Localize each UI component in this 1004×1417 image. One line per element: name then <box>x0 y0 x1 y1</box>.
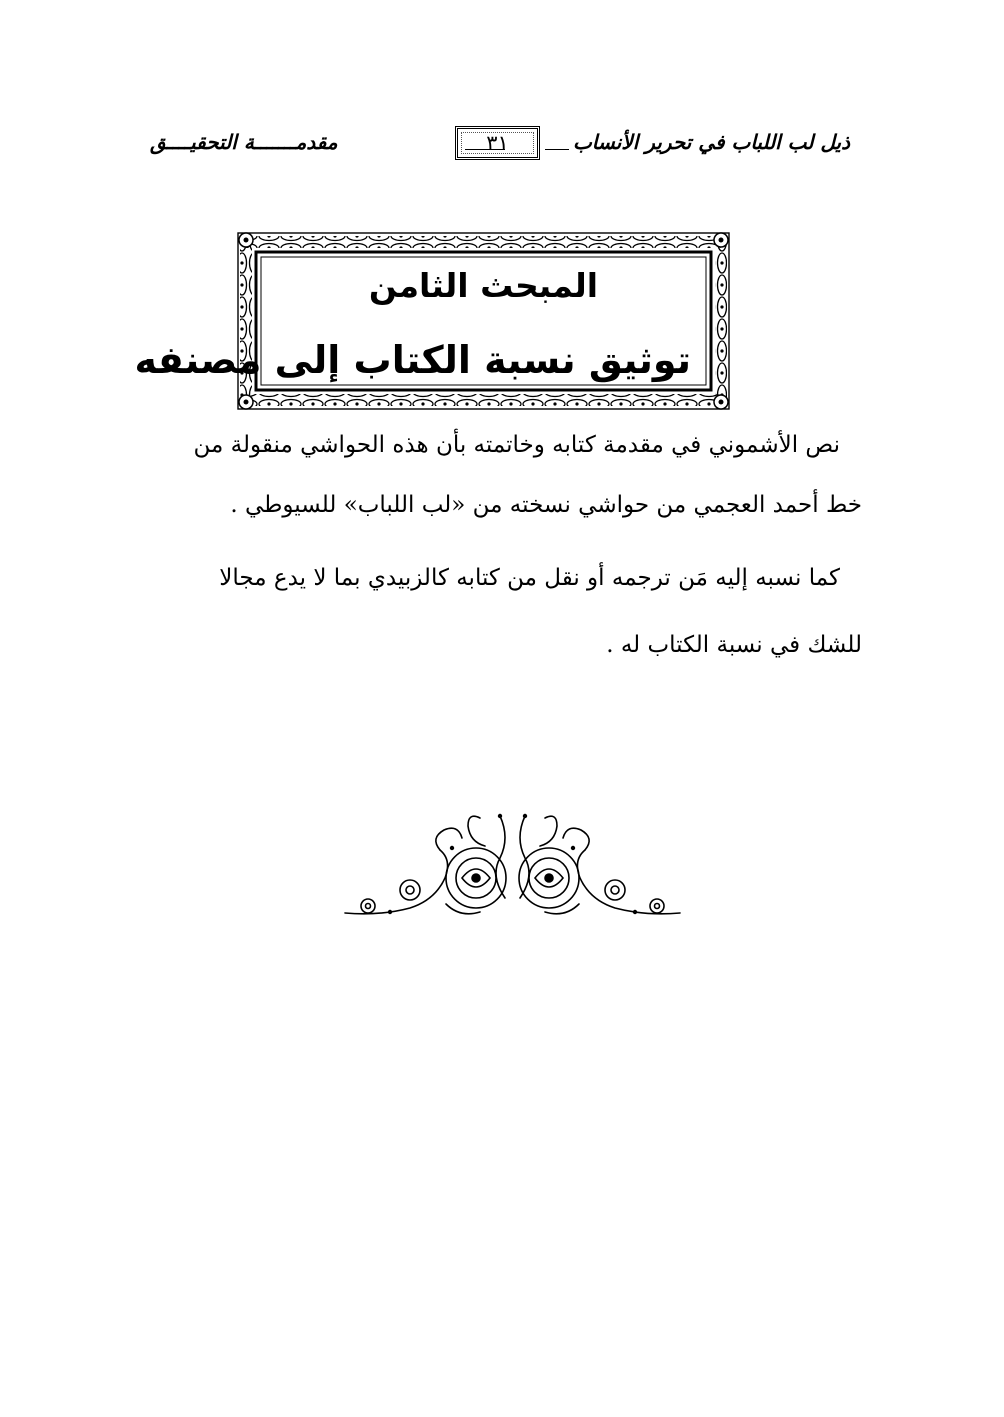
paragraph-2-line-2: للشك في نسبة الكتاب له . <box>606 632 862 658</box>
header-rule <box>465 149 505 150</box>
chapter-subtitle: توثيق نسبة الكتاب إلى مصنفه <box>134 338 691 382</box>
chapter-title: المبحث الثامن <box>368 266 599 305</box>
running-header-section-title: مقدمـــــــة التحقيــــق <box>150 130 338 154</box>
header-rule <box>545 149 569 150</box>
ornamental-border-icon <box>134 230 731 412</box>
running-header-book-title: ذيل لب اللباب في تحرير الأنساب <box>572 130 850 154</box>
paragraph-2-line-1: كما نسبه إليه مَن ترجمه أو نقل من كتابه كالزبيدي بما لا يدع مجالا <box>219 565 840 591</box>
floral-ornament-icon <box>340 808 685 928</box>
running-header <box>150 126 850 166</box>
paragraph-1-line-1: نص الأشموني في مقدمة كتابه وخاتمته بأن هذه الحواشي منقولة من <box>193 432 840 458</box>
paragraph-1-line-2: خط أحمد العجمي من حواشي نسخته من «لب اللباب» للسيوطي . <box>230 492 862 518</box>
chapter-title-frame <box>134 230 731 412</box>
page-number: ٣١ <box>455 126 540 160</box>
